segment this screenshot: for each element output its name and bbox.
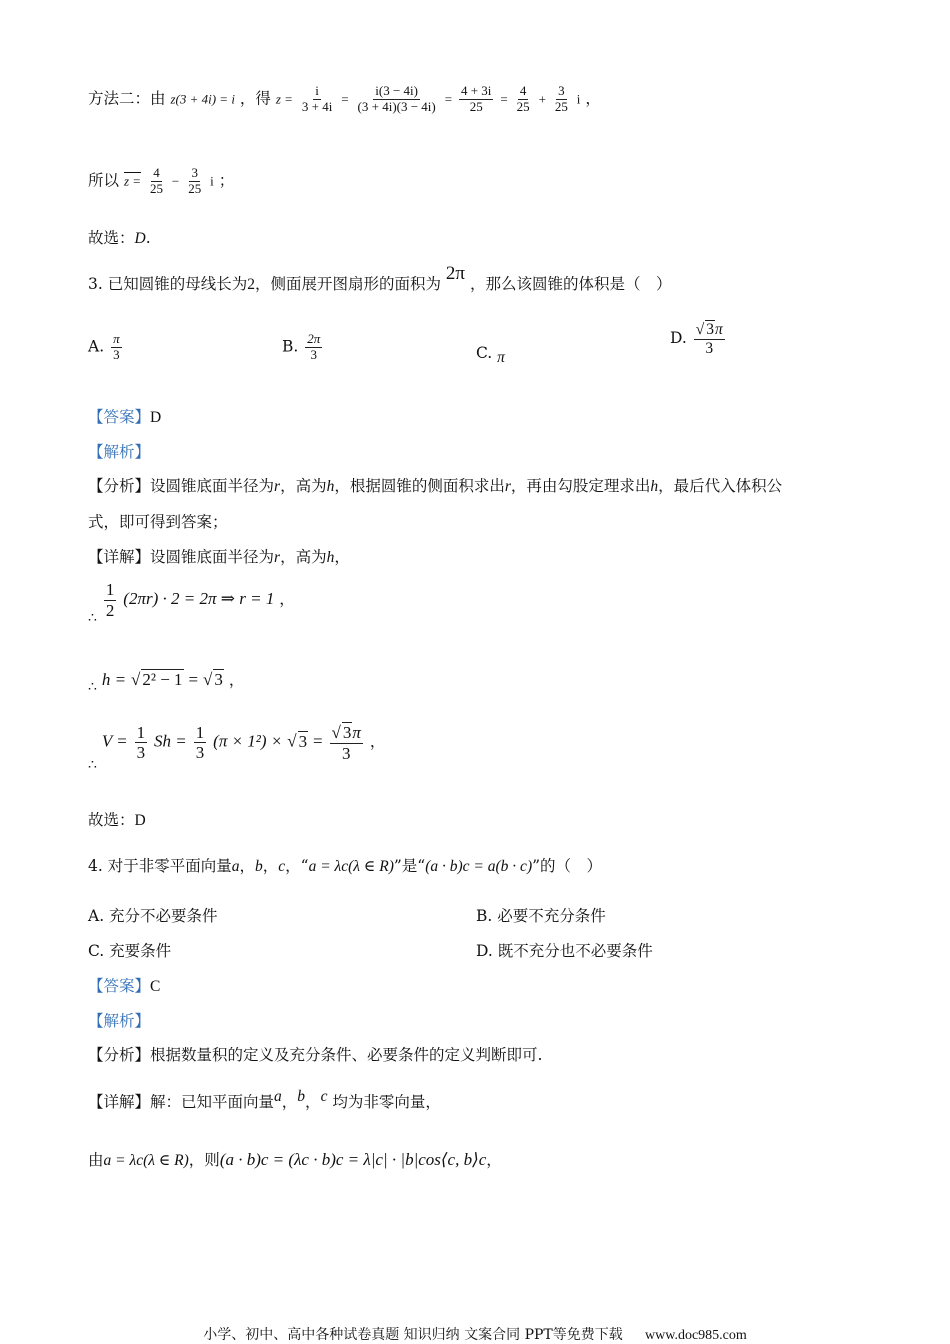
- method2-eq1: z(3 + 4i) = i: [170, 91, 235, 107]
- footer-url[interactable]: www.doc985.com: [645, 1328, 747, 1343]
- q4-fenxi-line: 【分析】根据数量积的定义及充分条件、必要条件的定义判断即可.: [88, 1046, 543, 1064]
- q3-step3-result: $\frac{√ 3\pi}{3}$: [331, 723, 361, 763]
- q4-answer-line: [88, 974, 160, 996]
- q3-step1: ∴ $\frac{1}{2}$ (2πr) · 2 = 2π ⇒ r = 1 ，: [88, 580, 295, 627]
- so-i: i: [210, 173, 214, 189]
- q3-option-d: [670, 320, 727, 358]
- q3-step1-frac: $\frac{1}{2}$: [105, 580, 115, 620]
- q3-analysis-line: [88, 440, 150, 462]
- q3-analysis-tag: 【解析】: [88, 443, 151, 461]
- method2-frac1: $\frac{i}{3 + 4i}$: [301, 83, 333, 114]
- method2-frac2: $\frac{i(3 - 4i)}{(3 + 4i)(3 - 4i)}$: [357, 83, 436, 114]
- q4-derivation-expr: (a · b)c = (λc · b)c = λ|c| · |b|cos⟨c, b⟩c: [219, 1150, 487, 1169]
- method2-end: ，: [585, 89, 601, 108]
- so-frac1: $\frac{4}{25}$: [149, 165, 163, 196]
- q4-detail-line: 【详解】解：已知平面向量a，b，c 均为非零向量，: [88, 1088, 441, 1111]
- method2-prefix: 方法二：由: [88, 89, 166, 108]
- q3-step1-rest: (2πr) · 2 = 2π ⇒ r = 1: [123, 589, 275, 609]
- q3-choose: D: [134, 812, 146, 829]
- q3-stem-c: ，那么该圆锥的体积是（ ）: [469, 275, 672, 293]
- choose1-line: [88, 226, 151, 248]
- q4-derivation-line: 由a = λc(λ ∈ R)，则(a · b)c = (λc · b)c = λ|c| · |b|cos⟨c, b⟩c，: [88, 1150, 502, 1169]
- q3-step3-frac1: $\frac{1}{3}$: [136, 722, 146, 763]
- method2-frac3: $\frac{4 + 3i}{25}$: [460, 83, 492, 114]
- choose1-end: .: [145, 229, 151, 247]
- q3-len: 2: [247, 276, 255, 293]
- q4-cond1: a = λc(λ ∈ R): [308, 858, 394, 875]
- q3-detail-line: 【详解】设圆锥底面半径为r，高为h，: [88, 548, 350, 566]
- q4-fenxi: 根据数量积的定义及充分条件、必要条件的定义判断即可.: [150, 1046, 543, 1064]
- so-line: [88, 166, 234, 197]
- so-minus: −: [171, 173, 180, 189]
- q3-detail-tag: 【详解】: [88, 548, 151, 566]
- q3-option-c-value: π: [497, 349, 505, 366]
- so-frac2: $\frac{3}{25}$: [188, 165, 202, 196]
- q3-option-b-label: B.: [282, 337, 299, 356]
- q3-fenxi-f: 式，即可得到答案；: [88, 513, 228, 531]
- q4-analysis-tag: 【解析】: [88, 1012, 151, 1030]
- method2-mid: ，得: [239, 89, 271, 108]
- q3-stem-a: 3. 已知圆锥的母线长为: [88, 275, 248, 293]
- q4-option-b: B. 必要不充分条件: [476, 907, 606, 925]
- q3-stem-b: ，侧面展开图扇形的面积为: [254, 275, 441, 293]
- q3-option-b: [282, 332, 324, 363]
- q3-option-c: [476, 344, 505, 366]
- q3-step3-frac2: $\frac{1}{3}$: [195, 722, 205, 763]
- q3-option-a-frac: $\frac{\pi}{3}$: [113, 331, 120, 362]
- so-prefix: 所以: [88, 171, 120, 190]
- method2-frac5: $\frac{3}{25}$: [554, 83, 568, 114]
- q3-answer-tag: 【答案】: [88, 408, 151, 426]
- q3-choose-line: 故选：D: [88, 811, 146, 829]
- q3-step3-lhs: V =: [101, 731, 128, 751]
- q3-fenxi-tag: 【分析】: [88, 477, 151, 495]
- q3-option-d-frac: $\frac{√ 3\pi}{3}$: [695, 321, 723, 357]
- q4-answer-tag: 【答案】: [88, 977, 151, 995]
- q3-stem: [88, 263, 672, 295]
- so-zbar: z =: [123, 173, 142, 189]
- q4-derivation-cond: a = λc(λ ∈ R): [103, 1152, 189, 1169]
- page-footer: [0, 1324, 950, 1344]
- q3-step2-lhs: h =: [101, 670, 127, 689]
- q3-step2-rad: 2² − 1: [142, 670, 183, 689]
- q3-fenxi-line1: 【分析】设圆锥底面半径为r，高为h，根据圆锥的侧面积求出r，再由勾股定理求出h，最后代入体积公: [88, 477, 783, 495]
- q4-option-d: D. 既不充分也不必要条件: [476, 942, 653, 960]
- q3-option-d-label: D.: [670, 328, 687, 347]
- q3-option-a: [88, 332, 124, 363]
- method2-plus: +: [538, 91, 546, 107]
- method2-line: 方法二：由 z(3 + 4i) = i ，得 z = $\frac{i}{3 + 4i}$ = $\frac{i(3 - 4i)}{(3 + 4i)(3 - 4i)}$ = $\frac{4 + 3i}{25}$ = $\frac{4}{25}$ + $\frac{3}{25}$ i ，: [88, 83, 601, 114]
- q4-cond2: (a · b)c = a(b · c): [425, 858, 533, 875]
- q3-area: 2π: [445, 263, 466, 284]
- so-end: ；: [218, 171, 235, 190]
- choose1-label: 故选：: [88, 229, 135, 247]
- q4-option-a: A. 充分不必要条件: [88, 907, 218, 925]
- q4-option-c: C. 充要条件: [88, 942, 172, 960]
- q3-fenxi-line2: [88, 510, 228, 532]
- footer-text: 小学、初中、高中各种试卷真题 知识归纳 文案合同 PPT等免费下载: [203, 1327, 623, 1343]
- q3-step2-rad2: 3: [214, 670, 223, 689]
- q3-option-c-label: C.: [476, 344, 493, 362]
- method2-frac4: $\frac{4}{25}$: [516, 83, 530, 114]
- q3-step3: ∴ V = $\frac{1}{3}$ Sh = $\frac{1}{3}$ (π × 1²) × √ 3 = $\frac{√ 3\pi}{3}$ ，: [88, 722, 386, 773]
- q3-step2: ∴ h = √ 2² − 1 = √ 3 ，: [88, 670, 245, 695]
- q3-answer: D: [150, 409, 162, 426]
- q4-answer: C: [150, 978, 161, 995]
- q3-option-b-frac: $\frac{2\pi}{3}$: [307, 331, 321, 362]
- q3-answer-line: [88, 405, 161, 427]
- method2-z-lhs: z =: [275, 91, 293, 107]
- q3-option-a-label: A.: [88, 337, 105, 356]
- q4-stem: 4. 对于非零平面向量a，b，c，“a = λc(λ ∈ R)”是“(a · b)c = a(b · c)”的（ ）: [88, 857, 603, 875]
- q4-stem-a: 4. 对于非零平面向量: [88, 857, 232, 875]
- q4-analysis-line: [88, 1009, 150, 1031]
- method2-i: i: [576, 91, 581, 107]
- choose1-answer: D: [134, 230, 146, 247]
